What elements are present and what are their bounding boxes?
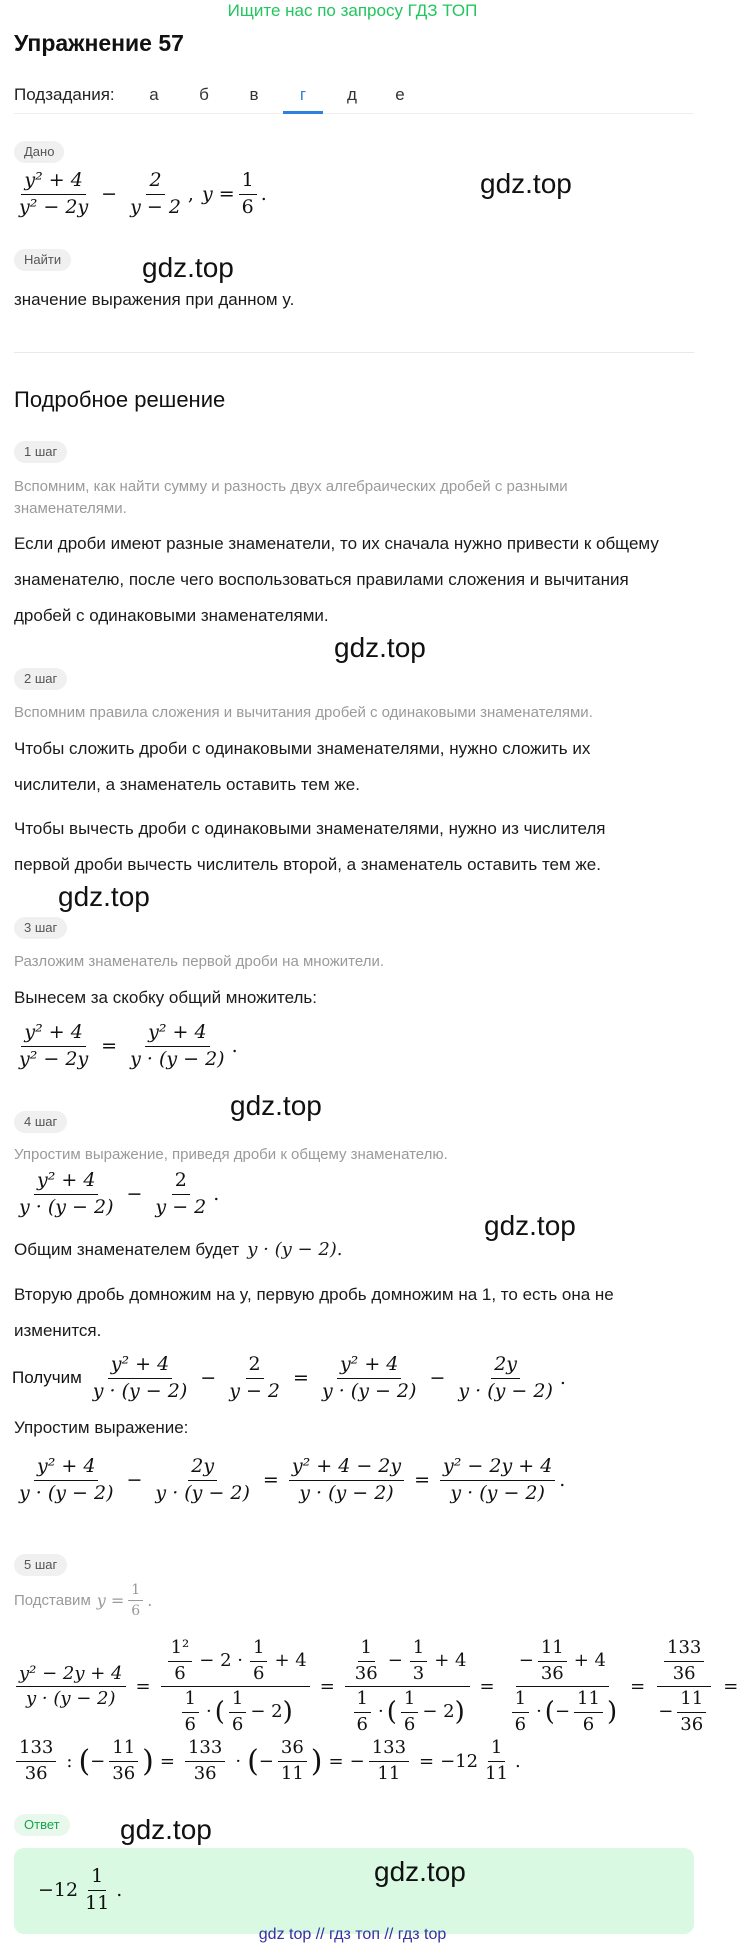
step-4-expression-3: $\frac{\text{y² + 4}}{y \cdot (y - 2)}$ − $\frac{2y}{y \cdot (y - 2)}$ = $\frac{\text{y² + 4 − 2y}}{y \cdot (y - 2)}$ = $\frac{\text{y² − 2y + 4}}{y \cdot (y - 2)}$ . bbox=[19, 1455, 566, 1504]
step-4-simplify-text: Упростим выражение: bbox=[14, 1418, 189, 1437]
page-title: Упражнение 57 bbox=[14, 30, 184, 56]
step-1-tag-label: 1 шаг bbox=[14, 441, 67, 463]
subtask-tab-g[interactable]: г bbox=[299, 85, 307, 104]
step-4-expression-2: Получим $\frac{\text{y² + 4}}{y \cdot (y - 2)}$ − $\frac{2}{y - 2}$ = $\frac{\text{y² + 4}}{y \cdot (y - 2)}$ − $\frac{2y}{y \cdot (y - 2)}$ . bbox=[12, 1353, 566, 1402]
step-3-expression: $\frac{\text{y² + 4}}{\text{y² − 2y}}$ = $\frac{\text{y² + 4}}{y \cdot (y - 2)}$ . bbox=[19, 1021, 238, 1070]
given-tag-label: Дано bbox=[14, 141, 64, 163]
find-tag bbox=[14, 249, 71, 271]
step-5-hint: Подставим y = $\frac{1}{6}$ . bbox=[14, 1582, 153, 1620]
subtask-tab-a[interactable]: а bbox=[149, 85, 159, 104]
subtask-tab-b[interactable]: б bbox=[199, 85, 209, 104]
step-2-hint: Вспомним правила сложения и вычитания дробей с одинаковыми знаменателями. bbox=[14, 704, 593, 721]
step-1-hint: Вспомним, как найти сумму и разность двух алгебраических дробей с разными знаменателями. bbox=[14, 478, 568, 517]
step-5-fraction-a: $\frac{\text{1²}}{6}$ − 2 · $\frac{1}{6}$ + 4 $\frac{1}{6}$ · ( $\frac{1}{6}$ − 2 ) bbox=[161, 1638, 310, 1736]
step-4-tag-label: 4 шаг bbox=[14, 1111, 67, 1133]
footer-links[interactable]: gdz top // гдз топ // гдз top bbox=[258, 1926, 447, 1943]
step-3-tag bbox=[14, 917, 67, 939]
subtasks-divider bbox=[14, 113, 694, 114]
watermark: gdz.top bbox=[334, 632, 426, 663]
step-2-tag bbox=[14, 668, 67, 690]
watermark: gdz.top bbox=[58, 881, 150, 912]
subtask-tab-d[interactable]: д bbox=[347, 85, 357, 104]
answer-tag bbox=[14, 1814, 70, 1836]
step-5-expression-1: $\frac{\text{y² − 2y + 4}}{y \cdot (y - 2)}$ = $\frac{\text{1²}}{6}$ − 2 · $\frac{1}{6}$ + 4 $\frac{1}{6}$ · ( $\frac{1}{6}$ − 2 ) = $\frac{1}{36}$ − $\frac{1}{3}$ + 4 $\frac{1}{6}$ · ( $\frac{1}{6}$ − 2 ) = − $\frac{11}{36}$ + 4 $\frac{1}{6}$ · ( − $\frac{11}{6}$ ) = $\frac{133}{36}$ − $\frac{11}{36}$ = bbox=[12, 1638, 744, 1736]
given-expression: $\frac{\text{y² + 4}}{\text{y² − 2y}}$ − $\frac{2}{y - 2}$ , y = $\frac{1}{6}$ . bbox=[12, 170, 267, 219]
step-2-tag-label: 2 шаг bbox=[14, 668, 67, 690]
step-5-fraction-d: $\frac{133}{36}$ − $\frac{11}{36}$ bbox=[655, 1638, 713, 1736]
step-3-tag-label: 3 шаг bbox=[14, 917, 67, 939]
step-4-tag bbox=[14, 1111, 67, 1133]
step-4-hint: Упростим выражение, приведя дроби к общему знаменателю. bbox=[14, 1146, 448, 1163]
watermark: gdz.top bbox=[230, 1090, 322, 1121]
watermark: gdz.top bbox=[484, 1210, 576, 1241]
step-4-multiplier-text: Вторую дробь домножим на y, первую дробь домножим на 1, то есть она не изменится. bbox=[14, 1285, 614, 1340]
subtask-tab-v[interactable]: в bbox=[249, 85, 259, 104]
step-2-text-1: Чтобы сложить дроби с одинаковыми знаменателями, нужно сложить их числители, а знаменатель оставить тем же. bbox=[14, 739, 591, 794]
step-5-fraction-b: $\frac{1}{36}$ − $\frac{1}{3}$ + 4 $\frac{1}{6}$ · ( $\frac{1}{6}$ − 2 ) bbox=[345, 1638, 470, 1736]
given-y-value: $\frac{1}{6}$ bbox=[239, 170, 257, 219]
step-5-fraction-c: − $\frac{11}{36}$ + 4 $\frac{1}{6}$ · ( − $\frac{11}{6}$ ) bbox=[505, 1638, 621, 1736]
subtasks-label: Подзадания: bbox=[14, 85, 115, 104]
watermark: gdz.top bbox=[142, 252, 234, 283]
step-4-common-denominator: Общим знаменателем будет y · (y − 2). bbox=[14, 1239, 343, 1260]
step-5-tag-label: 5 шаг bbox=[14, 1554, 67, 1576]
watermark: gdz.top bbox=[480, 168, 572, 199]
given-tag bbox=[14, 141, 64, 163]
step-1-tag bbox=[14, 441, 67, 463]
section-divider bbox=[14, 352, 694, 353]
step-2-text-2: Чтобы вычесть дроби с одинаковыми знаменателями, нужно из числителя первой дроби вычесть числитель второй, а знаменатель оставить тем же. bbox=[14, 819, 606, 874]
step-3-text: Вынесем за скобку общий множитель: bbox=[14, 988, 317, 1007]
step-3-hint: Разложим знаменатель первой дроби на множители. bbox=[14, 953, 385, 970]
given-fraction-1: $\frac{\text{y² + 4}}{\text{y² − 2y}}$ bbox=[19, 169, 89, 218]
step-1-text: Если дроби имеют разные знаменатели, то их сначала нужно привести к общему знаменателю, после чего воспользоваться правилами сложения и вычитания дробей с одинаковыми знаменателями. bbox=[14, 534, 659, 625]
step-4-expression-1: $\frac{\text{y² + 4}}{y \cdot (y - 2)}$ − $\frac{2}{y - 2}$ . bbox=[19, 1169, 220, 1218]
promo-banner[interactable]: Ищите нас по запросу ГДЗ ТОП bbox=[227, 1, 478, 20]
watermark: gdz.top bbox=[374, 1856, 466, 1887]
watermark: gdz.top bbox=[120, 1814, 212, 1845]
find-tag-label: Найти bbox=[14, 249, 71, 271]
answer-tag-label: Ответ bbox=[14, 1814, 70, 1836]
solution-title: Подробное решение bbox=[14, 387, 226, 412]
find-text: значение выражения при данном y. bbox=[14, 290, 295, 309]
active-tab-indicator bbox=[283, 111, 323, 114]
step-5-expression-2: $\frac{133}{36}$ : ( − $\frac{11}{36}$ ) = $\frac{133}{36}$ · ( − $\frac{36}{11}$ ) = − $\frac{133}{11}$ = −12 $\frac{1}{11}$ . bbox=[12, 1738, 521, 1784]
given-fraction-2: $\frac{2}{y - 2}$ bbox=[130, 169, 181, 218]
answer-value: −12 $\frac{1}{11}$ . bbox=[38, 1865, 123, 1914]
subtask-tab-e[interactable]: е bbox=[395, 85, 405, 104]
step-5-tag bbox=[14, 1554, 67, 1576]
